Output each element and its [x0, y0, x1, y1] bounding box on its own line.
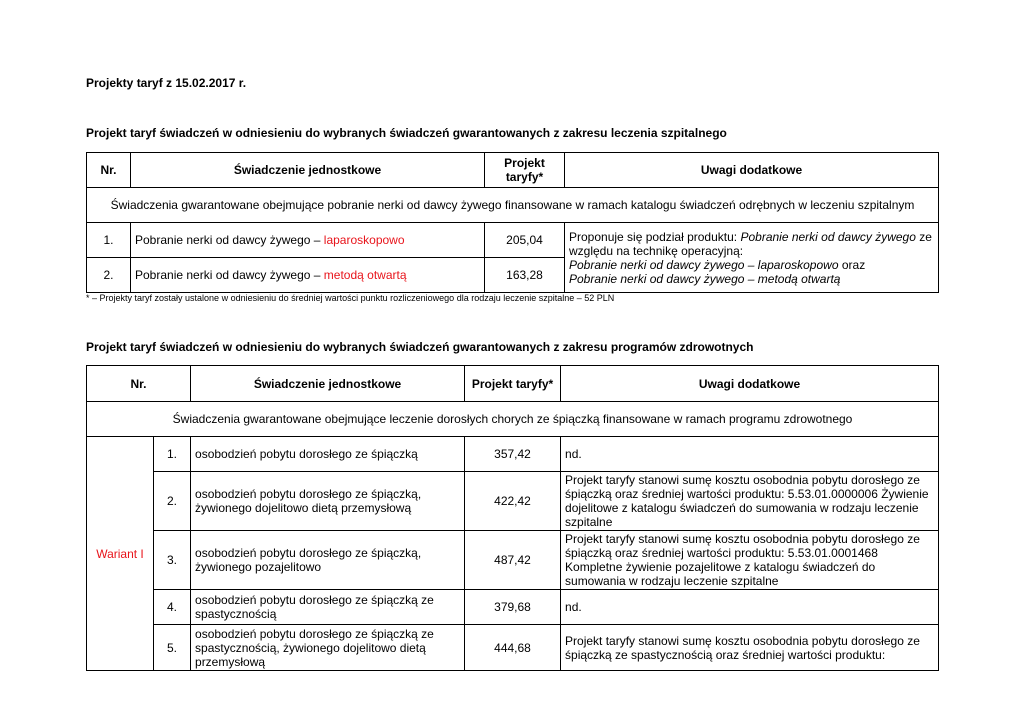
row-service: [131, 258, 485, 293]
table-row: [87, 625, 939, 671]
hospital-tariff-table: [86, 152, 939, 293]
group-row: [87, 188, 939, 223]
table-row: [87, 437, 939, 472]
notes-italic: Pobranie nerki od dawcy żywego – laparoskopowo: [569, 257, 839, 272]
row-service: osobodzień pobytu dorosłego ze śpiączką: [191, 437, 465, 472]
row-nr: 1.: [87, 223, 131, 258]
row-notes: Projekt taryfy stanowi sumę kosztu osobodnia pobytu dorosłego ze śpiączką oraz średniej wartości produktu: 5.53.01.0000006 Żywienie dojelitowe z katalogu świadczeń do sumowania w rodzaju leczenie szpitalne: [561, 472, 939, 531]
row-notes: nd.: [561, 590, 939, 625]
table-row: [87, 531, 939, 590]
notes-italic: Pobranie nerki od dawcy żywego: [740, 229, 916, 244]
row-service: osobodzień pobytu dorosłego ze śpiączką ze spastycznością: [191, 590, 465, 625]
health-program-tariff-table: [86, 365, 939, 671]
row-nr: 1.: [154, 437, 191, 472]
service-text: Pobranie nerki od dawcy żywego –: [135, 233, 321, 247]
section2-title: Projekt taryf świadczeń w odniesieniu do wybranych świadczeń gwarantowanych z zakresu programów zdrowotnych: [86, 340, 754, 354]
notes-text: ze względu na technikę operacyjną:: [569, 229, 932, 258]
row-nr: 2.: [87, 258, 131, 293]
group-row-text: Świadczenia gwarantowane obejmujące leczenie dorosłych chorych ze śpiączką finansowane w ramach programu zdrowotnego: [87, 402, 939, 437]
header-tariff: Projekt taryfy*: [485, 153, 565, 188]
row-tariff: 422,42: [465, 472, 561, 531]
table-header-row: [87, 366, 939, 402]
header-service: Świadczenie jednostkowe: [131, 153, 485, 188]
header-notes: Uwagi dodatkowe: [561, 366, 939, 402]
header-nr: Nr.: [87, 366, 191, 402]
footnote: * – Projekty taryf zostały ustalone w odniesieniu do średniej wartości punktu rozliczeniowego dla rodzaju leczenie szpitalne – 52 PLN: [86, 293, 615, 303]
group-row-text: Świadczenia gwarantowane obejmujące pobranie nerki od dawcy żywego finansowane w ramach katalogu świadczeń odrębnych w leczeniu szpitalnym: [87, 188, 939, 223]
notes-text: oraz: [841, 257, 866, 272]
row-tariff: 163,28: [485, 258, 565, 293]
row-notes: [565, 223, 939, 293]
table-row: [87, 590, 939, 625]
notes-text: Proponuje się podział produktu:: [569, 229, 738, 244]
row-notes: nd.: [561, 437, 939, 472]
row-nr: 4.: [154, 590, 191, 625]
row-service: [131, 223, 485, 258]
group-row: [87, 402, 939, 437]
service-text: Pobranie nerki od dawcy żywego –: [135, 268, 321, 282]
section1-title: Projekt taryf świadczeń w odniesieniu do wybranych świadczeń gwarantowanych z zakresu leczenia szpitalnego: [86, 126, 727, 140]
table-row: [87, 223, 939, 258]
header-notes: Uwagi dodatkowe: [565, 153, 939, 188]
row-service: osobodzień pobytu dorosłego ze śpiączką, żywionego dojelitowo dietą przemysłową: [191, 472, 465, 531]
row-nr: 5.: [154, 625, 191, 671]
row-service: osobodzień pobytu dorosłego ze śpiączką, żywionego pozajelitowo: [191, 531, 465, 590]
row-notes: Projekt taryfy stanowi sumę kosztu osobodnia pobytu dorosłego ze śpiączką ze spastycznością oraz średniej wartości produktu:: [561, 625, 939, 671]
page-title: Projekty taryf z 15.02.2017 r.: [86, 76, 247, 90]
row-tariff: 357,42: [465, 437, 561, 472]
row-notes: Projekt taryfy stanowi sumę kosztu osobodnia pobytu dorosłego ze śpiączką oraz średniej wartości produktu: 5.53.01.0001468 Kompletne żywienie pozajelitowe z katalogu świadczeń do sumowania w rodzaju leczenie szpitalne: [561, 531, 939, 590]
header-tariff: Projekt taryfy*: [465, 366, 561, 402]
service-method: laparoskopowo: [323, 233, 405, 247]
row-tariff: 379,68: [465, 590, 561, 625]
row-tariff: 487,42: [465, 531, 561, 590]
header-service: Świadczenie jednostkowe: [191, 366, 465, 402]
notes-italic: Pobranie nerki od dawcy żywego – metodą otwartą: [569, 271, 841, 286]
row-tariff: 205,04: [485, 223, 565, 258]
row-service: osobodzień pobytu dorosłego ze śpiączką ze spastycznością, żywionego dojelitowo dietą przemysłową: [191, 625, 465, 671]
variant-label: Wariant I: [87, 437, 154, 671]
table-header-row: [87, 153, 939, 188]
header-nr: Nr.: [87, 153, 131, 188]
service-method: metodą otwartą: [323, 268, 407, 282]
row-nr: 2.: [154, 472, 191, 531]
row-tariff: 444,68: [465, 625, 561, 671]
table-row: [87, 472, 939, 531]
row-nr: 3.: [154, 531, 191, 590]
